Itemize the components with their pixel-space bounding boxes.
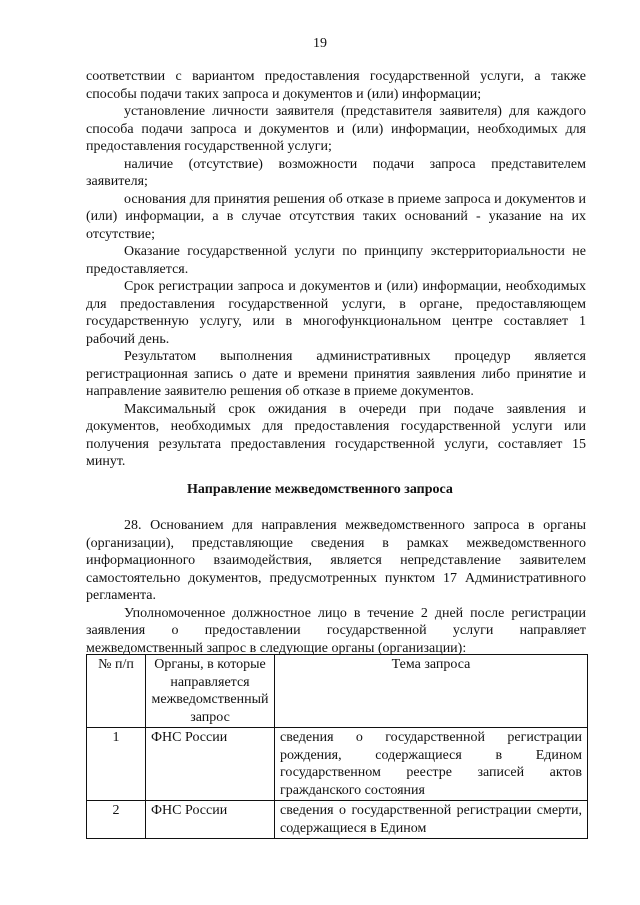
cell-num: 1	[87, 728, 146, 801]
paragraph: Максимальный срок ожидания в очереди при подаче заявления и документов, необходимых для предоставления государственной услуги или получения результата предоставления государственной услуги, составляет 15 минут.	[86, 401, 586, 469]
paragraph: Срок регистрации запроса и документов и (или) информации, необходимых для предоставления государственной услуги, в органе, предоставляющем государственную услугу, или в многофункциональном центре составляет 1 рабочий день.	[86, 279, 586, 347]
paragraph: установление личности заявителя (представителя заявителя) для каждого способа подачи запроса и документов и (или) информации, необходимых для предоставления государственной услуги;	[86, 104, 586, 154]
paragraph: Оказание государственной услуги по принципу экстерриториальности не предоставляется.	[86, 244, 586, 277]
paragraph: Уполномоченное должностное лицо в течение 2 дней после регистрации заявления о предоставлении государственной услуги направляет межведомственный запрос в следующие органы (организации):	[86, 605, 586, 656]
paragraph: наличие (отсутствие) возможности подачи запроса представителем заявителя;	[86, 156, 586, 189]
paragraph: Результатом выполнения административных процедур является регистрационная запись о дате и времени принятия заявления либо принятие и направление заявителю решения об отказе в приеме документов.	[86, 349, 586, 399]
table-row	[87, 801, 588, 839]
cell-num: 2	[87, 801, 146, 839]
header-org: Органы, в которые направляется межведомственный запрос	[146, 655, 275, 728]
table-row	[87, 728, 588, 801]
body-text-mid	[86, 517, 586, 657]
page-number: 19	[313, 36, 327, 51]
paragraph: 28. Основанием для направления межведомственного запроса в органы (организации), представляющие сведения в рамках межведомственного информационного взаимодействия, является непредставление заявителем самостоятельно документов, предусмотренных пунктом 17 Административного регламента.	[86, 518, 586, 603]
cell-topic: сведения о государственной регистрации рождения, содержащиеся в Едином государственном реестре записей актов гражданского состояния	[275, 728, 588, 801]
table-header-row	[87, 655, 588, 728]
paragraph: соответствии с вариантом предоставления государственной услуги, а также способы подачи таких запроса и документов и (или) информации;	[86, 69, 586, 102]
body-text-top	[86, 68, 586, 471]
paragraph: основания для принятия решения об отказе в приеме запроса и документов и (или) информации, а в случае отсутствия таких оснований - указание на их отсутствие;	[86, 191, 586, 242]
cell-org: ФНС России	[146, 728, 275, 801]
cell-topic: сведения о государственной регистрации смерти, содержащиеся в Едином	[275, 801, 588, 839]
header-num: № п/п	[87, 655, 146, 728]
cell-org: ФНС России	[146, 801, 275, 839]
section-heading: Направление межведомственного запроса	[187, 482, 453, 497]
header-topic: Тема запроса	[275, 655, 588, 728]
requests-table	[86, 654, 588, 839]
